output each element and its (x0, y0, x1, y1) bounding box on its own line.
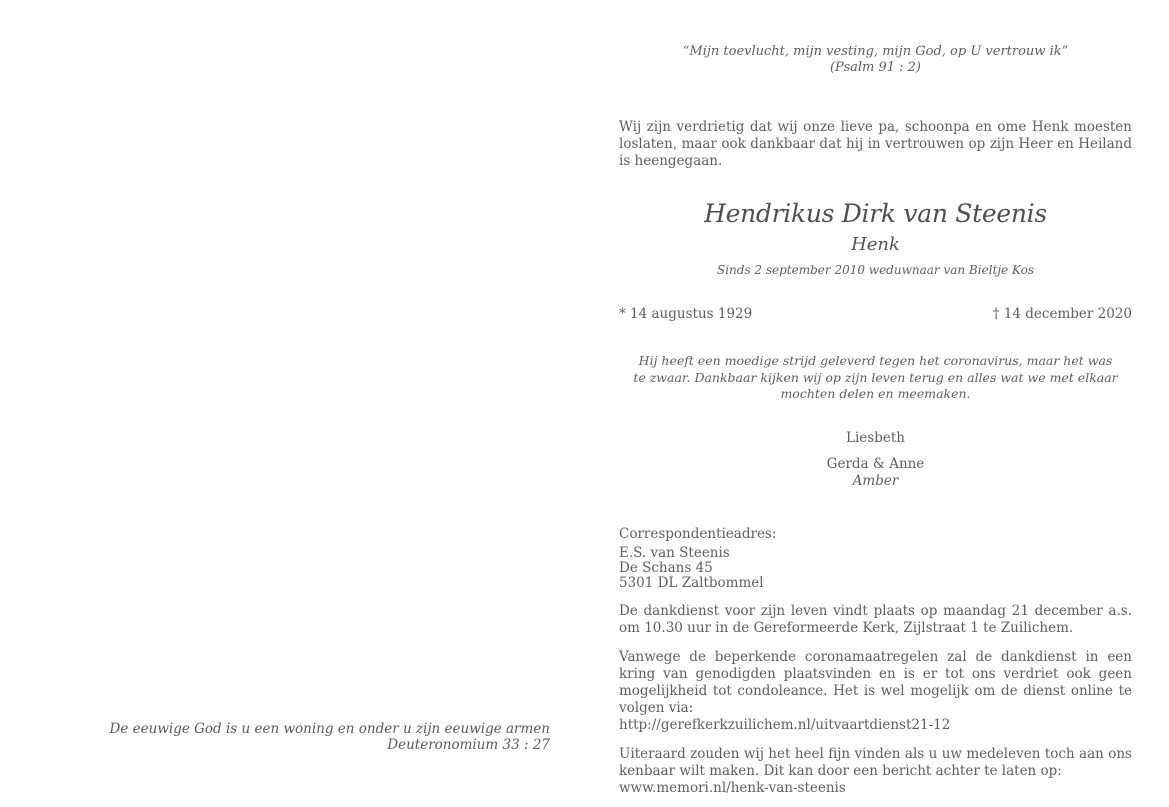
verse-text: De eeuwige God is u een woning en onder u zijn eeuwige armen (109, 721, 550, 737)
grandchild-name: Amber (852, 472, 899, 489)
memori-link[interactable]: www.memori.nl/henk-van-steenis (619, 779, 846, 796)
obituary-content (619, 44, 1132, 797)
family-names: Gerda & Anne (826, 455, 925, 472)
deceased-name: Hendrikus Dirk van Steenis (704, 199, 1047, 228)
birth-date: * 14 augustus 1929 (619, 306, 753, 322)
correspondence-address (619, 546, 1132, 591)
widower-note: Sinds 2 september 2010 weduwnaar van Bieltje Kos (716, 263, 1035, 277)
family-member-1: Liesbeth (846, 429, 905, 446)
address-line-3: 5301 DL Zaltbommel (619, 574, 764, 591)
service-info: De dankdienst voor zijn leven vindt plaats op maandag 21 december a.s. om 10.30 uur in de Gereformeerde Kerk, Zijlstraat 1 te Zuilichem. (619, 602, 1132, 636)
address-line-1: E.S. van Steenis (619, 544, 730, 561)
motto (619, 44, 1132, 76)
corona-text: Vanwege de beperkende coronamaatregelen zal de dankdienst in een kring van genodigden plaatsvinden en is er tot ons verdriet ook geen mogelijkheid tot condoleance. Het is wel mogelijk om de dienst online te volgen via: (619, 648, 1132, 716)
tribute-text: Hij heeft een moedige strijd geleverd tegen het coronavirus, maar het was te zwaar. Dankbaar kijken wij op zijn leven terug en alles wat we met elkaar mochten delen en meemaken. (633, 353, 1118, 401)
motto-reference: (Psalm 91 : 2) (829, 60, 922, 75)
correspondence-label: Correspondentieadres: (619, 525, 777, 542)
death-date: † 14 december 2020 (992, 306, 1132, 322)
motto-quote: “Mijn toevlucht, mijn vesting, mijn God, op U vertrouw ik” (682, 44, 1069, 59)
life-dates (619, 306, 1132, 323)
verse-reference: Deuteronomium 33 : 27 (387, 737, 550, 753)
address-line-2: De Schans 45 (619, 559, 713, 576)
stream-link[interactable]: http://gerefkerkzuilichem.nl/uitvaartdienst21-12 (619, 716, 951, 733)
memori-text: Uiteraard zouden wij het heel fijn vinden als u uw medeleven toch aan ons kenbaar wilt maken. Dit kan door een bericht achter te laten op: (619, 745, 1132, 779)
corona-notice (619, 649, 1132, 734)
memori-notice (619, 746, 1132, 797)
intro-paragraph: Wij zijn verdrietig dat wij onze lieve pa, schoonpa en ome Henk moesten loslaten, maar ook dankbaar dat hij in vertrouwen op zijn Heer en Heiland is heengegaan. (619, 119, 1132, 169)
left-verse-block (100, 721, 550, 753)
deceased-nickname: Henk (851, 234, 900, 255)
family-member-2 (619, 456, 1132, 490)
